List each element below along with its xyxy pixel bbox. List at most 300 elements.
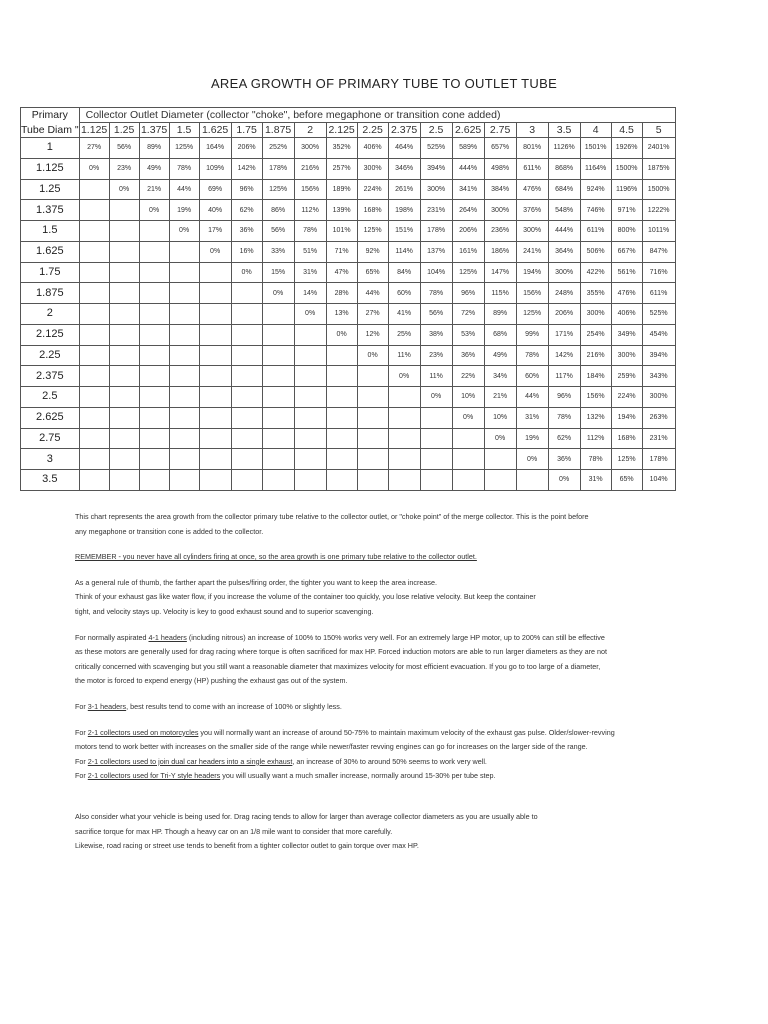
table-cell: [169, 366, 199, 387]
table-cell: 0%: [199, 241, 231, 262]
table-cell: 206%: [548, 304, 580, 325]
table-cell: 62%: [231, 200, 262, 221]
note-link-4-1-headers: 4-1 headers: [148, 632, 187, 642]
table-cell: [199, 387, 231, 408]
table-cell: 22%: [452, 366, 484, 387]
table-cell: 132%: [580, 407, 611, 428]
table-cell: 21%: [484, 387, 516, 408]
table-cell: 16%: [231, 241, 262, 262]
table-cell: [79, 407, 109, 428]
table-cell: 65%: [357, 262, 388, 283]
table-cell: 33%: [262, 241, 294, 262]
table-cell: [139, 304, 169, 325]
table-cell: 56%: [262, 221, 294, 242]
table-cell: 498%: [484, 158, 516, 179]
table-cell: 51%: [294, 241, 326, 262]
table-cell: [357, 407, 388, 428]
table-cell: [109, 241, 139, 262]
column-header: 4: [580, 123, 611, 138]
table-cell: [79, 366, 109, 387]
table-cell: [326, 449, 357, 470]
table-cell: 11%: [420, 366, 452, 387]
table-cell: 38%: [420, 324, 452, 345]
table-cell: 1500%: [611, 158, 642, 179]
table-cell: [357, 470, 388, 491]
table-cell: 117%: [548, 366, 580, 387]
table-cell: [139, 366, 169, 387]
table-row: [21, 470, 676, 491]
table-cell: [139, 407, 169, 428]
table-cell: 355%: [580, 283, 611, 304]
table-cell: 801%: [516, 138, 548, 159]
note-text: For normally aspirated: [75, 632, 149, 642]
table-cell: 156%: [580, 387, 611, 408]
table-cell: [294, 324, 326, 345]
table-cell: [294, 345, 326, 366]
table-cell: [169, 470, 199, 491]
table-cell: [199, 366, 231, 387]
table-cell: [79, 449, 109, 470]
table-cell: [294, 470, 326, 491]
table-row: [21, 324, 676, 345]
table-cell: 422%: [580, 262, 611, 283]
table-cell: [262, 324, 294, 345]
table-cell: 0%: [388, 366, 420, 387]
table-cell: [79, 179, 109, 200]
table-cell: 589%: [452, 138, 484, 159]
table-cell: 23%: [109, 158, 139, 179]
table-cell: 406%: [357, 138, 388, 159]
row-header: 2.75: [21, 428, 80, 449]
table-cell: 231%: [420, 200, 452, 221]
table-cell: 27%: [357, 304, 388, 325]
table-cell: [109, 304, 139, 325]
table-cell: 168%: [357, 200, 388, 221]
table-cell: [294, 387, 326, 408]
table-cell: [139, 221, 169, 242]
column-header: 5: [642, 123, 675, 138]
table-cell: [388, 387, 420, 408]
column-header: 1.375: [140, 123, 168, 136]
table-cell: [169, 324, 199, 345]
table-cell: 89%: [484, 304, 516, 325]
table-row: [21, 283, 676, 304]
table-cell: 147%: [484, 262, 516, 283]
column-header: 2.625: [452, 123, 484, 138]
table-cell: 300%: [357, 158, 388, 179]
table-cell: [388, 407, 420, 428]
table-cell: 198%: [388, 200, 420, 221]
table-cell: 112%: [580, 428, 611, 449]
table-cell: 78%: [580, 449, 611, 470]
table-cell: 56%: [109, 138, 139, 159]
table-cell: 224%: [611, 387, 642, 408]
row-header-label-tube-diam: Tube Diam ": [21, 123, 79, 136]
row-header: 1.25: [21, 179, 80, 200]
table-cell: 376%: [516, 200, 548, 221]
notes-section: [75, 510, 715, 854]
table-cell: 746%: [580, 200, 611, 221]
table-cell: [294, 407, 326, 428]
table-cell: 60%: [516, 366, 548, 387]
table-cell: 104%: [420, 262, 452, 283]
table-cell: 36%: [548, 449, 580, 470]
table-cell: [357, 366, 388, 387]
table-cell: 96%: [452, 283, 484, 304]
table-row: [21, 221, 676, 242]
table-cell: 28%: [326, 283, 357, 304]
table-cell: 15%: [262, 262, 294, 283]
table-cell: 300%: [642, 387, 675, 408]
table-cell: [199, 283, 231, 304]
table-cell: 684%: [548, 179, 580, 200]
table-cell: 184%: [580, 366, 611, 387]
note-link-motorcycles: 2-1 collectors used on motorcycles: [87, 727, 199, 737]
table-cell: 259%: [611, 366, 642, 387]
table-row: [21, 304, 676, 325]
column-header: 2.25: [357, 123, 388, 138]
table-cell: [262, 428, 294, 449]
table-cell: [109, 470, 139, 491]
table-cell: [79, 428, 109, 449]
table-cell: 924%: [580, 179, 611, 200]
column-header: 1.25: [109, 123, 139, 138]
table-cell: [420, 449, 452, 470]
table-cell: 300%: [548, 262, 580, 283]
table-cell: 178%: [420, 221, 452, 242]
table-cell: [169, 407, 199, 428]
table-cell: 109%: [199, 158, 231, 179]
table-cell: 1926%: [611, 138, 642, 159]
table-cell: 60%: [388, 283, 420, 304]
table-cell: [388, 470, 420, 491]
table-cell: [199, 324, 231, 345]
table-cell: 151%: [388, 221, 420, 242]
table-cell: 137%: [420, 241, 452, 262]
table-cell: 384%: [484, 179, 516, 200]
table-cell: 0%: [548, 470, 580, 491]
table-cell: 525%: [420, 138, 452, 159]
note-text: you will usually want a much smaller increase, normally around 15-30% per tube step.: [220, 771, 496, 781]
table-cell: [79, 241, 109, 262]
table-cell: 164%: [199, 138, 231, 159]
table-cell: 112%: [294, 200, 326, 221]
row-header: 2.125: [21, 324, 80, 345]
table-cell: 142%: [548, 345, 580, 366]
table-cell: 657%: [484, 138, 516, 159]
table-cell: 206%: [231, 138, 262, 159]
table-cell: 49%: [139, 158, 169, 179]
table-cell: 125%: [169, 138, 199, 159]
table-cell: [169, 345, 199, 366]
table-row: [21, 407, 676, 428]
table-cell: 13%: [326, 304, 357, 325]
table-cell: [79, 262, 109, 283]
table-cell: 241%: [516, 241, 548, 262]
note-text: For: [75, 771, 88, 781]
table-cell: 254%: [580, 324, 611, 345]
table-cell: 62%: [548, 428, 580, 449]
table-cell: 248%: [548, 283, 580, 304]
table-cell: [109, 283, 139, 304]
table-cell: 216%: [580, 345, 611, 366]
table-cell: [199, 304, 231, 325]
table-cell: [452, 449, 484, 470]
table-cell: [79, 345, 109, 366]
table-cell: 300%: [611, 345, 642, 366]
table-cell: 36%: [231, 221, 262, 242]
table-cell: [262, 387, 294, 408]
table-cell: 40%: [199, 200, 231, 221]
note-text: , an increase of 30% to around 50% seems to work very well.: [292, 756, 487, 766]
table-row: [21, 179, 676, 200]
table-cell: 611%: [642, 283, 675, 304]
table-cell: 178%: [262, 158, 294, 179]
table-cell: 1222%: [642, 200, 675, 221]
table-cell: 125%: [452, 262, 484, 283]
note-text: , best results tend to come with an increase of 100% or slightly less.: [126, 701, 342, 711]
table-cell: [231, 304, 262, 325]
table-cell: [199, 407, 231, 428]
table-cell: [357, 387, 388, 408]
table-cell: [79, 221, 109, 242]
column-header: 2.125: [326, 123, 357, 138]
table-cell: 364%: [548, 241, 580, 262]
note-text: For: [75, 756, 88, 766]
table-cell: [326, 387, 357, 408]
table-row: [21, 345, 676, 366]
table-cell: [169, 449, 199, 470]
table-cell: 10%: [484, 407, 516, 428]
page-title: AREA GROWTH OF PRIMARY TUBE TO OUTLET TUBE: [210, 76, 558, 91]
table-cell: 78%: [420, 283, 452, 304]
table-cell: 92%: [357, 241, 388, 262]
table-cell: 27%: [79, 138, 109, 159]
column-group-title: Collector Outlet Diameter (collector "choke", before megaphone or transition cone added): [79, 108, 675, 123]
table-cell: 125%: [357, 221, 388, 242]
table-cell: [262, 366, 294, 387]
table-cell: [199, 428, 231, 449]
table-cell: [199, 345, 231, 366]
table-cell: 1501%: [580, 138, 611, 159]
table-row: [21, 449, 676, 470]
table-cell: 125%: [262, 179, 294, 200]
table-cell: [139, 345, 169, 366]
table-cell: [262, 407, 294, 428]
note-line: tight, and velocity stays up. Velocity is key to good exhaust sound and to superior scavenging.: [75, 606, 374, 616]
table-cell: [231, 449, 262, 470]
table-cell: 49%: [484, 345, 516, 366]
column-header: 2.5: [420, 123, 452, 138]
table-cell: 78%: [294, 221, 326, 242]
table-cell: [79, 283, 109, 304]
table-cell: 171%: [548, 324, 580, 345]
table-cell: 194%: [516, 262, 548, 283]
table-cell: 186%: [484, 241, 516, 262]
table-cell: 0%: [262, 283, 294, 304]
table-cell: [294, 449, 326, 470]
table-cell: [139, 283, 169, 304]
table-cell: 44%: [516, 387, 548, 408]
column-header: 1.125: [80, 123, 108, 136]
table-cell: [109, 407, 139, 428]
note-line: [75, 700, 715, 715]
table-cell: [109, 428, 139, 449]
table-cell: [231, 345, 262, 366]
table-cell: [262, 449, 294, 470]
table-cell: 300%: [580, 304, 611, 325]
table-cell: 343%: [642, 366, 675, 387]
table-cell: 78%: [169, 158, 199, 179]
table-cell: 0%: [484, 428, 516, 449]
table-cell: 476%: [611, 283, 642, 304]
table-cell: [294, 366, 326, 387]
table-cell: 667%: [611, 241, 642, 262]
table-cell: 1500%: [642, 179, 675, 200]
row-header: 1.875: [21, 283, 80, 304]
table-header-row: [21, 108, 676, 123]
remember-text: REMEMBER - you never have all cylinders firing at once, so the area growth is one primary tube relative to the collector outlet.: [75, 552, 477, 562]
table-cell: 96%: [231, 179, 262, 200]
table-cell: [199, 449, 231, 470]
table-cell: 444%: [452, 158, 484, 179]
table-cell: 800%: [611, 221, 642, 242]
table-cell: 41%: [388, 304, 420, 325]
table-cell: 0%: [420, 387, 452, 408]
table-cell: 34%: [484, 366, 516, 387]
note-link-tri-y-headers: 2-1 collectors used for Tri-Y style headers: [87, 771, 221, 781]
table-cell: 31%: [516, 407, 548, 428]
table-cell: 69%: [199, 179, 231, 200]
row-header: 2.375: [21, 366, 80, 387]
table-cell: 300%: [516, 221, 548, 242]
table-cell: [326, 428, 357, 449]
table-cell: [199, 262, 231, 283]
note-line: [75, 769, 715, 784]
row-header: 3: [21, 449, 80, 470]
table-cell: 0%: [326, 324, 357, 345]
table-cell: [109, 200, 139, 221]
column-header: 4.5: [611, 123, 642, 138]
table-cell: 17%: [199, 221, 231, 242]
table-cell: 0%: [357, 345, 388, 366]
table-cell: 44%: [169, 179, 199, 200]
table-cell: 264%: [452, 200, 484, 221]
table-cell: 2401%: [642, 138, 675, 159]
row-header: 2.25: [21, 345, 80, 366]
table-cell: [326, 366, 357, 387]
table-cell: [262, 470, 294, 491]
table-row: [21, 428, 676, 449]
table-cell: 394%: [642, 345, 675, 366]
table-cell: 99%: [516, 324, 548, 345]
column-header: 1.75: [231, 123, 262, 138]
table-cell: [199, 470, 231, 491]
note-line: [75, 631, 715, 646]
table-cell: [231, 407, 262, 428]
table-row: [21, 200, 676, 221]
table-cell: 44%: [357, 283, 388, 304]
note-link-dual-car-headers: 2-1 collectors used to join dual car headers into a single exhaust: [87, 756, 293, 766]
table-cell: [231, 283, 262, 304]
table-cell: 0%: [109, 179, 139, 200]
note-link-3-1-headers: 3-1 headers: [87, 701, 127, 711]
table-cell: [79, 304, 109, 325]
note-text: (including nitrous) an increase of 100% to 150% works very well. For an extremely large HP motor, up to 200% can still be effective: [186, 632, 605, 642]
table-cell: 21%: [139, 179, 169, 200]
row-header-label-primary: Primary: [21, 108, 80, 123]
table-cell: [452, 428, 484, 449]
table-cell: 31%: [580, 470, 611, 491]
note-line: critically concerned with scavenging but you still want a reasonable diameter that maximizes velocity for most efficient evacuation. If you go to too large of a diameter,: [75, 661, 601, 671]
column-header: 3.5: [548, 123, 580, 138]
table-cell: 236%: [484, 221, 516, 242]
table-cell: 224%: [357, 179, 388, 200]
table-cell: [169, 262, 199, 283]
table-row: [21, 158, 676, 179]
table-cell: [420, 407, 452, 428]
table-cell: 139%: [326, 200, 357, 221]
column-header: 2.75: [484, 123, 516, 138]
table-cell: [262, 304, 294, 325]
table-cell: 10%: [452, 387, 484, 408]
table-row: [21, 366, 676, 387]
table-cell: 257%: [326, 158, 357, 179]
table-cell: 23%: [420, 345, 452, 366]
table-cell: 0%: [452, 407, 484, 428]
table-cell: 12%: [357, 324, 388, 345]
table-cell: 47%: [326, 262, 357, 283]
table-cell: [388, 449, 420, 470]
note-line: sacrifice torque for max HP. Though a heavy car on an 1/8 mile want to consider that more carefully.: [75, 826, 393, 836]
table-cell: [326, 407, 357, 428]
table-cell: 142%: [231, 158, 262, 179]
area-growth-table: [20, 107, 676, 491]
column-header-row: [21, 123, 676, 138]
note-text: For: [75, 701, 88, 711]
table-cell: [109, 366, 139, 387]
note-line: [75, 755, 715, 770]
note-text: For: [75, 727, 88, 737]
table-cell: 56%: [420, 304, 452, 325]
table-cell: 86%: [262, 200, 294, 221]
table-cell: 68%: [484, 324, 516, 345]
table-cell: 71%: [326, 241, 357, 262]
column-header: 2: [294, 123, 326, 138]
row-header: 2: [21, 304, 80, 325]
table-row: [21, 241, 676, 262]
table-cell: 25%: [388, 324, 420, 345]
table-cell: [139, 241, 169, 262]
table-cell: 78%: [548, 407, 580, 428]
row-header: 1.375: [21, 200, 80, 221]
table-cell: 525%: [642, 304, 675, 325]
table-cell: 1011%: [642, 221, 675, 242]
table-cell: [169, 387, 199, 408]
table-cell: 115%: [484, 283, 516, 304]
table-cell: [294, 428, 326, 449]
table-cell: [420, 428, 452, 449]
table-cell: 1126%: [548, 138, 580, 159]
table-cell: 11%: [388, 345, 420, 366]
table-cell: 125%: [516, 304, 548, 325]
table-cell: 125%: [611, 449, 642, 470]
table-cell: 476%: [516, 179, 548, 200]
note-line: Likewise, road racing or street use tends to benefit from a tighter collector outlet to gain torque over max HP.: [75, 841, 419, 851]
table-cell: [139, 470, 169, 491]
table-cell: 1196%: [611, 179, 642, 200]
table-cell: 0%: [231, 262, 262, 283]
